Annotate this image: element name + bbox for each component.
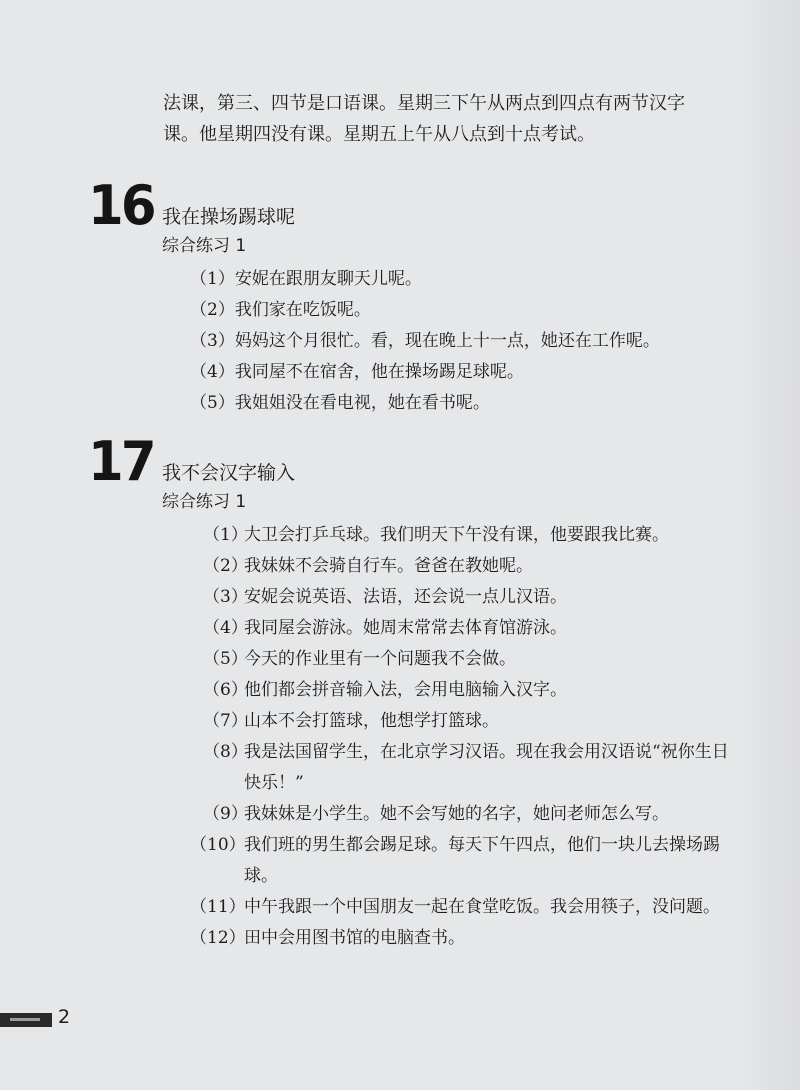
item-number: （6） (203, 680, 248, 700)
list-item (190, 295, 768, 326)
list-item (203, 737, 733, 799)
item-text: 我们家在吃饭呢。 (234, 300, 371, 320)
item-number: （1） (203, 525, 248, 545)
intro-paragraph (163, 88, 763, 150)
item-number: （5） (203, 649, 248, 669)
list-item (190, 264, 768, 295)
item-number: （2） (203, 556, 248, 576)
lesson-17 (88, 430, 768, 954)
answer-list (190, 264, 768, 419)
list-item (190, 923, 733, 954)
item-number: （3） (203, 587, 248, 607)
page-footer-bar (0, 1013, 52, 1027)
lesson-heading (88, 174, 768, 237)
item-number: （2） (190, 300, 235, 320)
item-text: 我妹妹不会骑自行车。爸爸在教她呢。 (244, 556, 533, 576)
item-text: 田中会用图书馆的电脑查书。 (244, 928, 465, 948)
lesson-title: 我不会汉字输入 (162, 462, 296, 484)
item-text: 安妮会说英语、法语，还会说一点儿汉语。 (244, 587, 567, 607)
list-item (190, 830, 733, 892)
page-number: 2 (58, 1006, 71, 1028)
list-item (203, 582, 733, 613)
item-number: （9） (203, 804, 248, 824)
item-text: 山本不会打篮球，他想学打篮球。 (244, 711, 499, 731)
page-edge-shadow (740, 0, 800, 1090)
item-number: （4） (190, 362, 235, 382)
lesson-number: 16 (88, 174, 154, 237)
item-text: 我是法国留学生，在北京学习汉语。现在我会用汉语说“祝你生日快乐！” (244, 742, 729, 793)
item-number: （7） (203, 711, 248, 731)
item-number: （11） (190, 897, 246, 917)
item-text: 我同屋会游泳。她周末常常去体育馆游泳。 (244, 618, 567, 638)
list-item (203, 613, 733, 644)
item-text: 我姐姐没在看电视，她在看书呢。 (234, 393, 490, 413)
list-item (203, 675, 733, 706)
intro-line: 课。他星期四没有课。星期五上午从八点到十点考试。 (163, 124, 595, 145)
item-number: （5） (190, 393, 235, 413)
lesson-16 (88, 174, 768, 419)
item-number: （3） (190, 331, 235, 351)
answer-list (190, 520, 733, 954)
item-text: 今天的作业里有一个问题我不会做。 (244, 649, 516, 669)
item-number: （1） (190, 269, 235, 289)
list-item (203, 520, 733, 551)
list-item (203, 551, 733, 582)
lesson-title: 我在操场踢球呢 (162, 206, 296, 228)
lesson-heading (88, 430, 768, 493)
list-item (190, 388, 768, 419)
list-item (190, 892, 733, 923)
item-text: 我妹妹是小学生。她不会写她的名字，她问老师怎么写。 (244, 804, 669, 824)
list-item (203, 644, 733, 675)
item-text: 中午我跟一个中国朋友一起在食堂吃饭。我会用筷子，没问题。 (244, 897, 720, 917)
exercise-subtitle: 综合练习 1 (162, 492, 247, 512)
list-item (190, 326, 768, 357)
item-text: 他们都会拼音输入法，会用电脑输入汉字。 (244, 680, 567, 700)
item-text: 妈妈这个月很忙。看，现在晚上十一点，她还在工作呢。 (234, 331, 660, 351)
item-text: 大卫会打乒乓球。我们明天下午没有课，他要跟我比赛。 (244, 525, 669, 545)
item-text: 我同屋不在宿舍，他在操场踢足球呢。 (234, 362, 524, 382)
item-number: （8） (203, 742, 248, 762)
list-item (203, 706, 733, 737)
exercise-subtitle: 综合练习 1 (162, 236, 247, 256)
lesson-number: 17 (88, 430, 154, 493)
list-item (190, 357, 768, 388)
item-number: （12） (190, 928, 246, 948)
item-number: （10） (190, 835, 246, 855)
item-number: （4） (203, 618, 248, 638)
intro-line: 法课，第三、四节是口语课。星期三下午从两点到四点有两节汉字 (163, 93, 685, 114)
list-item (203, 799, 733, 830)
item-text: 我们班的男生都会踢足球。每天下午四点，他们一块儿去操场踢球。 (244, 835, 720, 886)
item-text: 安妮在跟朋友聊天儿呢。 (234, 269, 422, 289)
